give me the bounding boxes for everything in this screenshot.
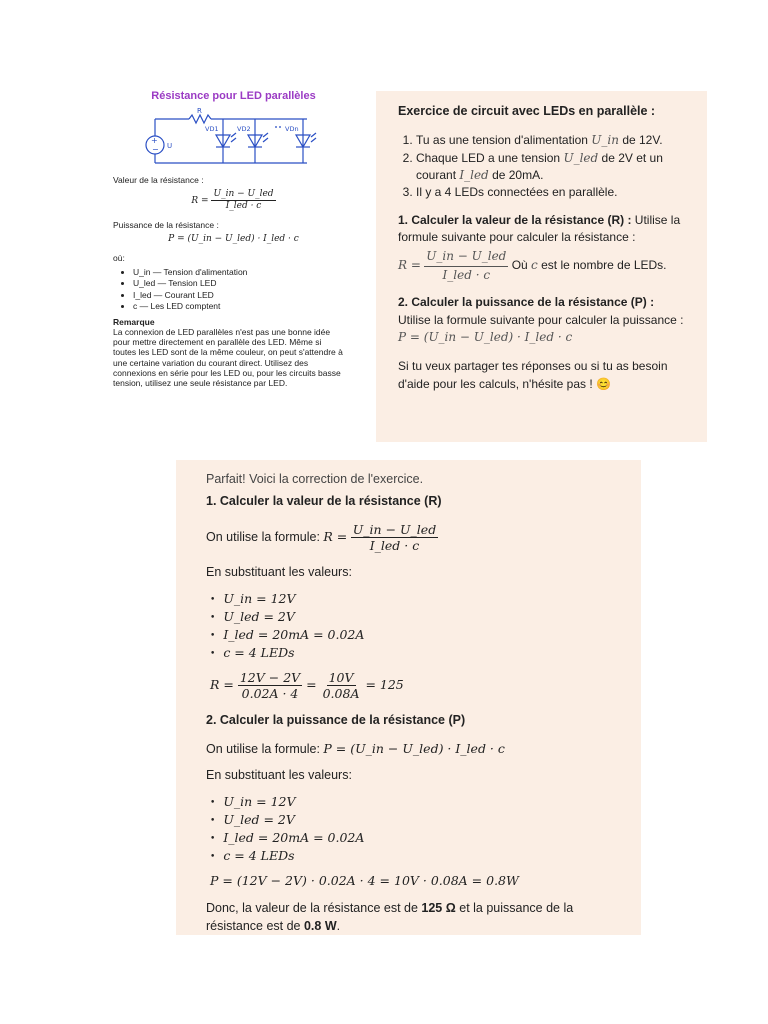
exercise-title: Exercice de circuit avec LEDs en parallèle : <box>398 104 656 118</box>
item-text: de 20mA. <box>488 167 544 182</box>
math-numerator: U_in − U_led <box>352 522 437 537</box>
where-label: où: <box>113 252 125 263</box>
value-item: • c = 4 LEDs <box>222 848 617 863</box>
item-text: de 2V et un courant <box>416 150 663 182</box>
conclusion-text: . <box>336 918 341 933</box>
formula-label: On utilise la formule: <box>206 742 320 756</box>
value-item: • U_in = 12V <box>222 794 617 809</box>
formula-2-line <box>206 741 617 756</box>
math-lhs: R = <box>398 258 421 273</box>
math-var: U_in <box>591 133 619 148</box>
substitution-label: En substituant les valeurs: <box>206 768 352 782</box>
calculation-1: R = $\frac{12V - 2V}{0.02A \cdot 4}$ = $\frac{10V}{0.08A}$ = 125 <box>210 670 404 701</box>
formula-label: On utilise la formule: <box>206 529 320 544</box>
led-parallel-circuit-diagram <box>139 107 319 167</box>
value-item: • I_led = 20mA = 0.02A <box>222 830 617 845</box>
svg-text:−: − <box>152 145 159 155</box>
item-text: de 12V. <box>618 133 663 148</box>
remark-title: Remarque <box>113 316 155 327</box>
values-list <box>206 794 617 863</box>
resistance-value-label: Valeur de la résistance : <box>113 175 204 186</box>
circuit-label-vdn: VDn <box>285 125 299 134</box>
math-denominator: 0.02A · 4 <box>241 686 299 701</box>
math-formula: P = (U_in − U_led) · I_led · c <box>323 741 505 756</box>
substitution-label: En substituant les valeurs: <box>206 565 352 579</box>
formula-1-line <box>206 522 617 553</box>
correction-heading-2: 2. Calculer la puissance de la résistance (P) <box>206 713 466 727</box>
left-reference-panel <box>107 84 360 450</box>
formula-lhs: R = <box>191 196 209 207</box>
definitions-list <box>121 267 360 311</box>
item-text: Chaque LED a une tension <box>416 150 564 165</box>
math-lhs: R = <box>323 528 348 544</box>
value-item: • U_led = 2V <box>222 609 617 624</box>
item-text: Tu as une tension d'alimentation <box>416 133 592 148</box>
correction-heading-1: 1. Calculer la valeur de la résistance (R) <box>206 494 442 508</box>
math-denominator: I_led · c <box>369 538 420 553</box>
math-var: U_led <box>563 150 599 165</box>
math-denominator: 0.08A <box>322 686 360 701</box>
value-item: • U_led = 2V <box>222 812 617 827</box>
section-2-heading: 2. Calculer la puissance de la résistance (P) : <box>398 295 655 310</box>
section-1-heading: 1. Calculer la valeur de la résistance (R) : <box>398 212 632 227</box>
math-numerator: 12V − 2V <box>239 670 301 685</box>
section-1 <box>398 212 691 285</box>
formula-numerator: U_in − U_led <box>213 189 274 200</box>
definition-item: • U_led — Tension LED <box>133 278 360 288</box>
circuit-label-r: R <box>197 107 202 116</box>
remark-text: La connexion de LED parallèles n'est pas une bonne idée pour mettre directement en parallèle des LED. Même si toutes les LED sont de la même couleur, on peut s'attendre à une certaine variation du courant direct. Utilisez des connexions en série pour les LED ou, pour les circuits basse tension, utilisez une seule résistance par LED. <box>113 327 343 389</box>
definition-item: • I_led — Courant LED <box>133 290 360 300</box>
value-item: • c = 4 LEDs <box>222 645 617 660</box>
value-item: • U_in = 12V <box>222 591 617 606</box>
calculation-result: = 125 <box>365 677 404 692</box>
resistance-formula <box>107 189 360 212</box>
definition-item: • U_in — Tension d'alimentation <box>133 267 360 277</box>
math-denominator: I_led · c <box>442 267 491 282</box>
exercise-item <box>416 184 691 201</box>
calculation-2: P = (12V − 2V) · 0.02A · 4 = 10V · 0.08A = 0.8W <box>210 873 519 888</box>
math-lhs: R = <box>210 677 234 692</box>
resistance-result: 125 Ω <box>421 901 456 915</box>
exercise-list <box>398 132 691 202</box>
circuit-label-vd2: VD2 <box>237 125 251 134</box>
math-var: c <box>531 258 538 273</box>
value-item: • I_led = 20mA = 0.02A <box>222 627 617 642</box>
conclusion-text: et la puissance de la résistance est de <box>206 901 574 933</box>
math-formula: P = (U_in − U_led) · I_led · c <box>398 330 573 345</box>
exercise-item <box>416 150 691 185</box>
section-1-text: Où <box>511 258 532 273</box>
correction-intro: Parfait! Voici la correction de l'exercice. <box>206 472 424 486</box>
math-numerator: 10V <box>328 670 354 685</box>
power-label: Puissance de la résistance : <box>113 219 219 230</box>
conclusion-text: Donc, la valeur de la résistance est de <box>206 901 422 915</box>
circuit-label-vd1: VD1 <box>205 125 219 134</box>
section-2-text: Utilise la formule suivante pour calculer la puissance : <box>398 312 684 327</box>
exercise-item <box>416 132 691 149</box>
item-text: Il y a 4 LEDs connectées en parallèle. <box>416 185 618 200</box>
circuit-label-u: U <box>167 142 173 151</box>
exercise-panel <box>376 91 707 442</box>
closing-message: Si tu veux partager tes réponses ou si tu as besoin d'aide pour les calculs, n'hésite pas ! 😊 <box>398 359 668 391</box>
power-result: 0.8 W <box>303 918 337 933</box>
reference-title: Résistance pour LED parallèles <box>151 90 316 102</box>
definition-item: • c — Les LED comptent <box>133 301 360 311</box>
values-list <box>206 591 617 660</box>
section-1-text: est le nombre de LEDs. <box>537 258 667 273</box>
section-2 <box>398 312 691 347</box>
math-var: I_led <box>459 167 489 182</box>
correction-panel <box>176 460 641 935</box>
formula-denominator: I_led · c <box>225 201 262 212</box>
svg-text:+: + <box>151 136 158 146</box>
conclusion <box>206 900 617 935</box>
section-1-text: Utilise la formule suivante pour calculer la résistance : <box>398 212 681 245</box>
power-formula: P = (U_in − U_led) · I_led · c <box>168 234 299 245</box>
math-numerator: U_in − U_led <box>424 248 508 266</box>
